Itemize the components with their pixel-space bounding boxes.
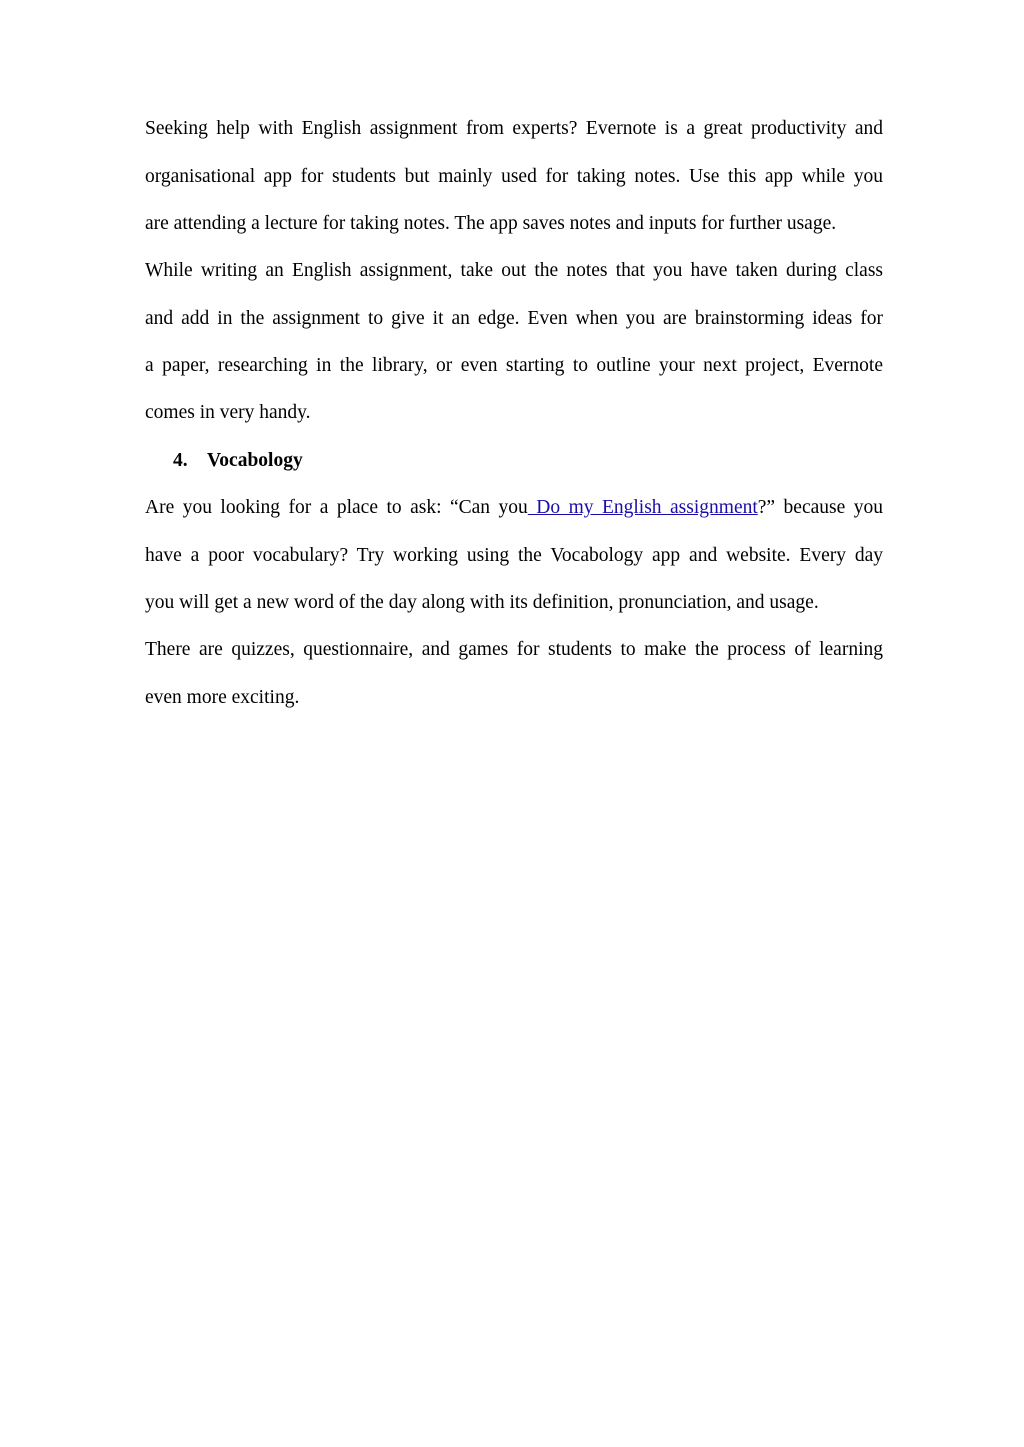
paragraph-line: and add in the assignment to give it an edge. Even when you are brainstorming ideas for <box>145 308 883 329</box>
paragraph-line: are attending a lecture for taking notes. The app saves notes and inputs for further usage. <box>145 213 837 234</box>
section-title: Vocabology <box>207 450 303 471</box>
paragraph-line: a paper, researching in the library, or even starting to outline your next project, Evernote <box>145 355 883 376</box>
paragraph-line: organisational app for students but mainly used for taking notes. Use this app while you <box>145 166 883 187</box>
paragraph-line: comes in very handy. <box>145 402 311 423</box>
paragraph-line: While writing an English assignment, take out the notes that you have taken during class <box>145 260 883 281</box>
paragraph-line: have a poor vocabulary? Try working using the Vocabology app and website. Every day <box>145 545 883 566</box>
link-suffix-text: ?” because you <box>757 497 883 518</box>
paragraph-line: There are quizzes, questionnaire, and games for students to make the process of learning <box>145 639 883 660</box>
section-number: 4. <box>173 450 188 471</box>
do-my-english-assignment-link[interactable]: Do my English assignment <box>527 497 758 518</box>
section-heading <box>173 449 303 473</box>
paragraph-line-with-link <box>145 496 883 520</box>
paragraph-line: even more exciting. <box>145 687 300 708</box>
link-prefix-text: Are you looking for a place to ask: “Can you <box>145 497 528 518</box>
paragraph-line: Seeking help with English assignment from experts? Evernote is a great productivity and <box>145 118 883 139</box>
paragraph-line: you will get a new word of the day along with its definition, pronunciation, and usage. <box>145 592 819 613</box>
